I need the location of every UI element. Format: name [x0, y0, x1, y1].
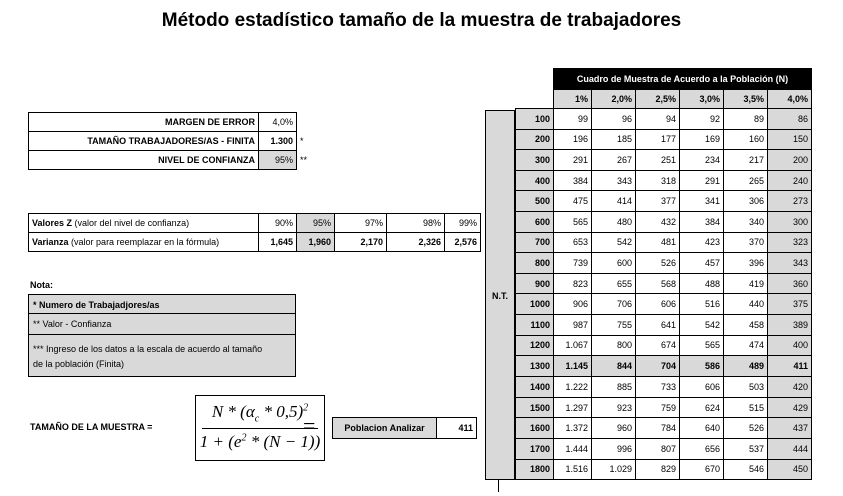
row-header: 600	[516, 211, 554, 232]
col-header: 2,5%	[636, 90, 680, 109]
variance-cell[interactable]: 2,170	[335, 233, 387, 252]
variance-row	[29, 233, 481, 252]
sample-size-label: TAMAÑO DE LA MUESTRA =	[30, 422, 153, 432]
table-cell[interactable]: 234	[680, 150, 724, 171]
table-row	[516, 294, 812, 315]
table-row	[516, 314, 812, 335]
variance-cell[interactable]: 2,576	[445, 233, 481, 252]
table-cell[interactable]: 200	[768, 150, 812, 171]
table-cell[interactable]: 160	[724, 129, 768, 150]
table-cell[interactable]: 606	[636, 294, 680, 315]
table-cell[interactable]: 906	[554, 294, 592, 315]
table-cell[interactable]: 542	[680, 314, 724, 335]
row-header: 400	[516, 170, 554, 191]
table-cell[interactable]: 586	[680, 356, 724, 377]
formula-numer-text: N * (α	[211, 402, 255, 421]
table-cell[interactable]: 432	[636, 211, 680, 232]
table-row	[516, 253, 812, 274]
table-cell[interactable]: 96	[592, 109, 636, 130]
formula-fraction-bar	[202, 428, 318, 429]
table-cell[interactable]: 960	[592, 418, 636, 439]
table-cell[interactable]: 400	[768, 335, 812, 356]
table-cell[interactable]: 823	[554, 273, 592, 294]
table-row	[516, 459, 812, 480]
table-cell[interactable]: 807	[636, 438, 680, 459]
param-row-size	[29, 132, 317, 151]
param-label: NIVEL DE CONFIANZA	[29, 151, 259, 170]
table-cell[interactable]: 503	[724, 377, 768, 398]
table-cell[interactable]: 1.222	[554, 377, 592, 398]
table-cell[interactable]: 458	[724, 314, 768, 335]
table-cell[interactable]: 444	[768, 438, 812, 459]
table-cell[interactable]: 291	[680, 170, 724, 191]
table-row	[516, 273, 812, 294]
table-cell[interactable]: 420	[768, 377, 812, 398]
table-cell[interactable]: 674	[636, 335, 680, 356]
table-cell[interactable]: 640	[680, 418, 724, 439]
table-cell[interactable]: 606	[680, 377, 724, 398]
table-cell[interactable]: 384	[680, 211, 724, 232]
formula-sup: 2	[303, 402, 309, 414]
table-cell[interactable]: 440	[724, 294, 768, 315]
variance-sublabel: (valor para reemplazar en la fórmula)	[71, 237, 220, 247]
note-3-line-1: *** Ingreso de los datos a la escala de acuerdo al tamaño	[33, 344, 263, 354]
formula-numer-tail: * 0,5)	[259, 402, 304, 421]
row-header: 1600	[516, 418, 554, 439]
table-cell[interactable]: 360	[768, 273, 812, 294]
table-cell[interactable]: 217	[724, 150, 768, 171]
population-box	[332, 417, 477, 439]
table-cell[interactable]: 384	[554, 170, 592, 191]
note-3	[28, 335, 296, 377]
variance-cell[interactable]: 1,960	[297, 233, 335, 252]
nt-column	[485, 110, 515, 480]
variance-cell[interactable]: 2,326	[387, 233, 445, 252]
table-cell[interactable]: 1.516	[554, 459, 592, 480]
note-3-line-2: de la población (Finita)	[33, 359, 125, 369]
table-cell[interactable]: 411	[768, 356, 812, 377]
table-cell[interactable]: 844	[592, 356, 636, 377]
table-row	[516, 418, 812, 439]
table-cell[interactable]: 86	[768, 109, 812, 130]
table-cell[interactable]: 565	[554, 211, 592, 232]
table-cell[interactable]: 653	[554, 232, 592, 253]
table-cell[interactable]: 755	[592, 314, 636, 335]
row-header: 200	[516, 129, 554, 150]
table-cell[interactable]: 196	[554, 129, 592, 150]
table-cell[interactable]: 375	[768, 294, 812, 315]
col-header: 3,5%	[724, 90, 768, 109]
table-cell[interactable]: 655	[592, 273, 636, 294]
row-header: 1000	[516, 294, 554, 315]
table-cell[interactable]: 1.067	[554, 335, 592, 356]
table-cell[interactable]: 1.029	[592, 459, 636, 480]
variance-label-cell	[29, 233, 259, 252]
table-row	[516, 397, 812, 418]
corner-cell	[516, 90, 554, 109]
table-cell[interactable]: 89	[724, 109, 768, 130]
table-row	[516, 211, 812, 232]
row-header: 1800	[516, 459, 554, 480]
table-cell[interactable]: 340	[724, 211, 768, 232]
row-header: 300	[516, 150, 554, 171]
table-row	[516, 129, 812, 150]
table-cell[interactable]: 829	[636, 459, 680, 480]
param-mark: **	[300, 155, 308, 165]
table-cell[interactable]: 923	[592, 397, 636, 418]
row-header: 1700	[516, 438, 554, 459]
table-cell[interactable]: 600	[592, 253, 636, 274]
table-cell[interactable]: 396	[724, 253, 768, 274]
row-header: 700	[516, 232, 554, 253]
table-cell[interactable]: 99	[554, 109, 592, 130]
page-title: Método estadístico tamaño de la muestra de trabajadores	[161, 10, 682, 31]
table-cell[interactable]: 565	[680, 335, 724, 356]
table-cell[interactable]: 169	[680, 129, 724, 150]
table-cell[interactable]: 370	[724, 232, 768, 253]
table-cell[interactable]: 291	[554, 150, 592, 171]
table-row	[516, 170, 812, 191]
table-cell[interactable]: 450	[768, 459, 812, 480]
formula-denom-sup: 2	[241, 432, 247, 444]
table-cell[interactable]: 987	[554, 314, 592, 335]
col-header: 3,0%	[680, 90, 724, 109]
table-row	[516, 150, 812, 171]
confidence-value[interactable]: 95%	[259, 151, 297, 170]
formula-equals: =	[303, 413, 316, 438]
formula-denom-a: 1 + (e	[199, 432, 242, 451]
table-cell[interactable]: 300	[768, 211, 812, 232]
table-cell[interactable]: 546	[724, 459, 768, 480]
table-cell[interactable]: 624	[680, 397, 724, 418]
variance-label: Varianza	[32, 237, 69, 247]
row-header: 1400	[516, 377, 554, 398]
table-cell[interactable]: 267	[592, 150, 636, 171]
table-cell[interactable]: 341	[680, 191, 724, 212]
variance-cell[interactable]: 1,645	[259, 233, 297, 252]
row-header: 1100	[516, 314, 554, 335]
table-cols-row	[516, 90, 812, 109]
table-row	[516, 335, 812, 356]
population-label: Poblacion Analizar	[333, 418, 437, 439]
z-sublabel: (valor del nivel de confianza)	[74, 218, 190, 228]
table-row	[516, 438, 812, 459]
param-row-confidence	[29, 151, 317, 170]
formula-sub: c	[254, 413, 260, 425]
col-header: 1%	[554, 90, 592, 109]
nt-label: N.T.	[491, 291, 508, 301]
table-cell[interactable]: 885	[592, 377, 636, 398]
table-cell[interactable]: 318	[636, 170, 680, 191]
z-row	[29, 214, 481, 233]
table-cell[interactable]: 429	[768, 397, 812, 418]
row-header: 1300	[516, 356, 554, 377]
row-header: 800	[516, 253, 554, 274]
table-row	[516, 109, 812, 130]
table-cell[interactable]: 1.444	[554, 438, 592, 459]
table-cell[interactable]: 759	[636, 397, 680, 418]
table-cell[interactable]: 1.297	[554, 397, 592, 418]
table-cell[interactable]: 739	[554, 253, 592, 274]
table-cell[interactable]: 800	[592, 335, 636, 356]
table-cell[interactable]: 273	[768, 191, 812, 212]
table-cell[interactable]: 488	[680, 273, 724, 294]
z-cell[interactable]: 98%	[387, 214, 445, 233]
note-1: * Numero de Trabajadjores/as	[28, 294, 296, 314]
col-header: 2,0%	[592, 90, 636, 109]
z-table	[28, 213, 481, 252]
table-cell[interactable]: 457	[680, 253, 724, 274]
sample-table	[515, 68, 812, 480]
population-value[interactable]: 411	[437, 418, 477, 439]
table-cell[interactable]: 414	[592, 191, 636, 212]
z-cell[interactable]: 99%	[445, 214, 481, 233]
table-row	[516, 232, 812, 253]
col-header: 4,0%	[768, 90, 812, 109]
table-cell[interactable]: 377	[636, 191, 680, 212]
table-cell[interactable]: 641	[636, 314, 680, 335]
divider	[498, 480, 499, 492]
table-cell[interactable]: 516	[680, 294, 724, 315]
table-row	[516, 191, 812, 212]
table-row	[516, 377, 812, 398]
table-cell[interactable]: 92	[680, 109, 724, 130]
z-cell[interactable]: 95%	[297, 214, 335, 233]
param-mark	[297, 113, 317, 132]
table-cell[interactable]: 784	[636, 418, 680, 439]
table-cell[interactable]: 265	[724, 170, 768, 191]
param-row-margin	[29, 113, 317, 132]
table-cell[interactable]: 670	[680, 459, 724, 480]
table-cell[interactable]: 480	[592, 211, 636, 232]
table-cell[interactable]: 343	[592, 170, 636, 191]
table-cell[interactable]: 306	[724, 191, 768, 212]
table-cell[interactable]: 150	[768, 129, 812, 150]
table-cell[interactable]: 704	[636, 356, 680, 377]
table-header: Cuadro de Muestra de Acuerdo a la Población (N)	[554, 69, 812, 90]
table-cell[interactable]: 706	[592, 294, 636, 315]
table-cell[interactable]: 489	[724, 356, 768, 377]
params-table	[28, 112, 317, 170]
row-header: 900	[516, 273, 554, 294]
table-cell[interactable]: 474	[724, 335, 768, 356]
param-label: TAMAÑO TRABAJADORES/AS - FINITA	[29, 132, 259, 151]
row-header: 500	[516, 191, 554, 212]
row-header: 100	[516, 109, 554, 130]
table-cell[interactable]: 568	[636, 273, 680, 294]
table-cell[interactable]: 251	[636, 150, 680, 171]
table-cell[interactable]: 437	[768, 418, 812, 439]
row-header: 1200	[516, 335, 554, 356]
workers-size-value[interactable]: 1.300	[259, 132, 297, 151]
margin-error-value[interactable]: 4,0%	[259, 113, 297, 132]
table-cell[interactable]: 419	[724, 273, 768, 294]
table-cell[interactable]: 343	[768, 253, 812, 274]
table-cell[interactable]: 240	[768, 170, 812, 191]
table-header-row	[516, 69, 812, 90]
table-cell[interactable]: 481	[636, 232, 680, 253]
table-cell[interactable]: 389	[768, 314, 812, 335]
z-cell[interactable]: 90%	[259, 214, 297, 233]
table-cell[interactable]: 996	[592, 438, 636, 459]
notes-title: Nota:	[30, 280, 53, 290]
table-cell[interactable]: 423	[680, 232, 724, 253]
table-cell[interactable]: 526	[724, 418, 768, 439]
param-mark: *	[300, 136, 304, 146]
table-cell[interactable]: 537	[724, 438, 768, 459]
table-cell[interactable]: 1.145	[554, 356, 592, 377]
table-cell[interactable]: 656	[680, 438, 724, 459]
table-cell[interactable]: 1.372	[554, 418, 592, 439]
table-cell[interactable]: 185	[592, 129, 636, 150]
corner-cell	[516, 69, 554, 90]
row-header: 1500	[516, 397, 554, 418]
table-row	[516, 356, 812, 377]
table-cell[interactable]: 94	[636, 109, 680, 130]
table-cell[interactable]: 526	[636, 253, 680, 274]
formula-denom-b: * (N − 1))	[246, 432, 321, 451]
table-cell[interactable]: 733	[636, 377, 680, 398]
z-label: Valores Z	[32, 218, 73, 228]
table-cell[interactable]: 542	[592, 232, 636, 253]
z-cell[interactable]: 97%	[335, 214, 387, 233]
table-cell[interactable]: 515	[724, 397, 768, 418]
table-cell[interactable]: 475	[554, 191, 592, 212]
table-cell[interactable]: 177	[636, 129, 680, 150]
table-cell[interactable]: 323	[768, 232, 812, 253]
z-label-cell	[29, 214, 259, 233]
param-label: MARGEN DE ERROR	[29, 113, 259, 132]
note-2: ** Valor - Confianza	[28, 314, 296, 335]
